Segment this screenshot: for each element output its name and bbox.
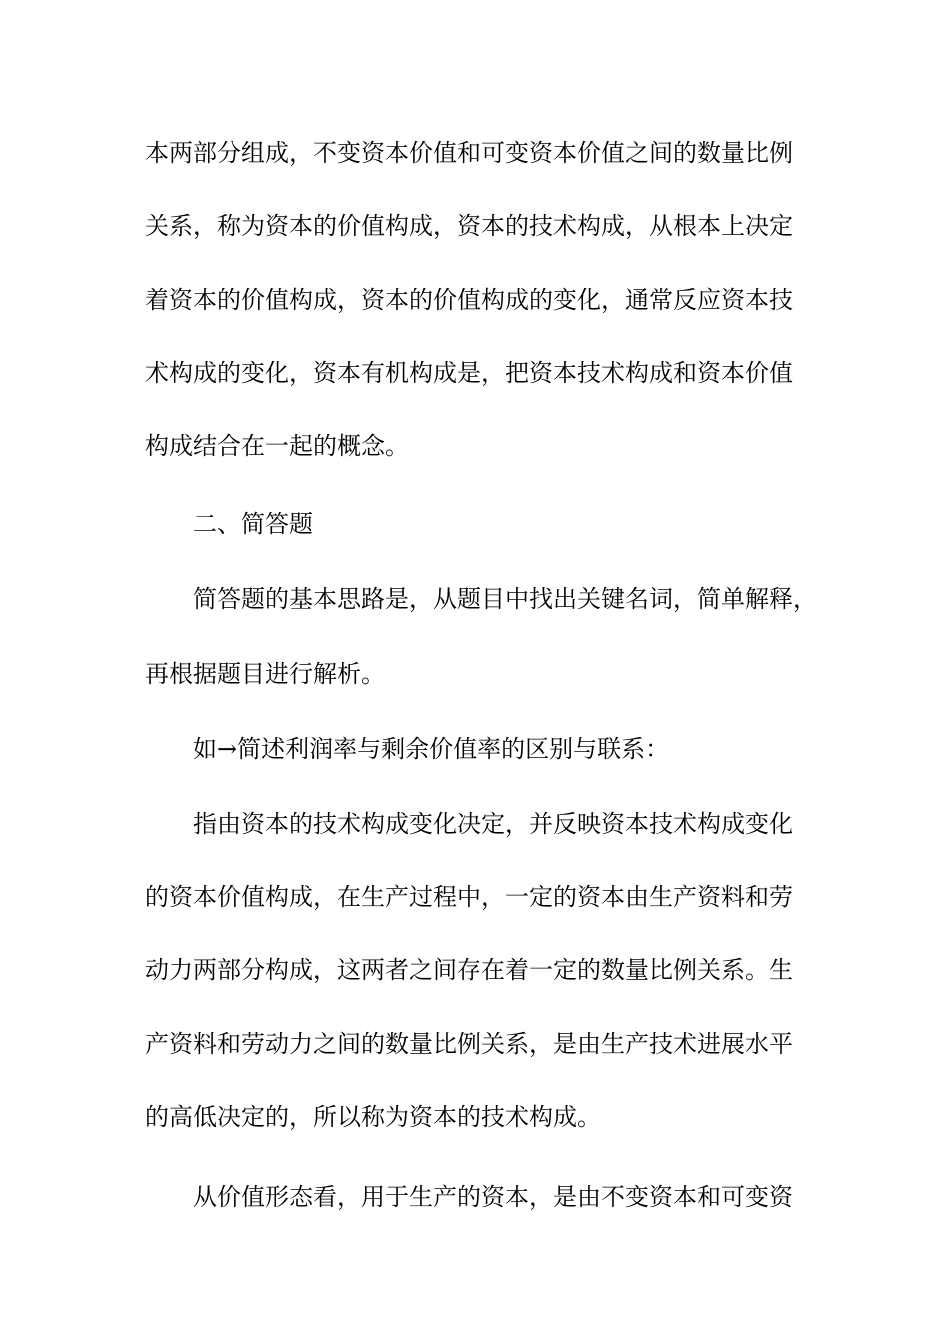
text-line: 产资料和劳动力之间的数量比例关系，是由生产技术进展水平 bbox=[145, 1030, 793, 1058]
text-line: 术构成的变化，资本有机构成是，把资本技术构成和资本价值 bbox=[145, 359, 793, 387]
section-heading: 二、简答题 bbox=[193, 510, 313, 538]
text-line: 着资本的价值构成，资本的价值构成的变化，通常反应资本技 bbox=[145, 286, 793, 314]
text-line: 指由资本的技术构成变化决定，并反映资本技术构成变化 bbox=[193, 810, 793, 838]
text-line: 从价值形态看，用于生产的资本，是由不变资本和可变资 bbox=[193, 1183, 793, 1211]
text-line: 的资本价值构成，在生产过程中，一定的资本由生产资料和劳 bbox=[145, 883, 793, 911]
text-line: 简答题的基本思路是，从题目中找出关键名词，简单解释， bbox=[193, 585, 817, 613]
text-line: 构成结合在一起的概念。 bbox=[145, 432, 409, 460]
text-line: 的高低决定的，所以称为资本的技术构成。 bbox=[145, 1103, 601, 1131]
text-line: 关系，称为资本的价值构成，资本的技术构成，从根本上决定 bbox=[145, 212, 793, 240]
text-line: 再根据题目进行解析。 bbox=[145, 660, 385, 688]
text-line: 如→简述利润率与剩余价值率的区别与联系： bbox=[193, 735, 670, 763]
text-line: 本两部分组成，不变资本价值和可变资本价值之间的数量比例 bbox=[145, 139, 793, 167]
text-line: 动力两部分构成，这两者之间存在着一定的数量比例关系。生 bbox=[145, 956, 793, 984]
